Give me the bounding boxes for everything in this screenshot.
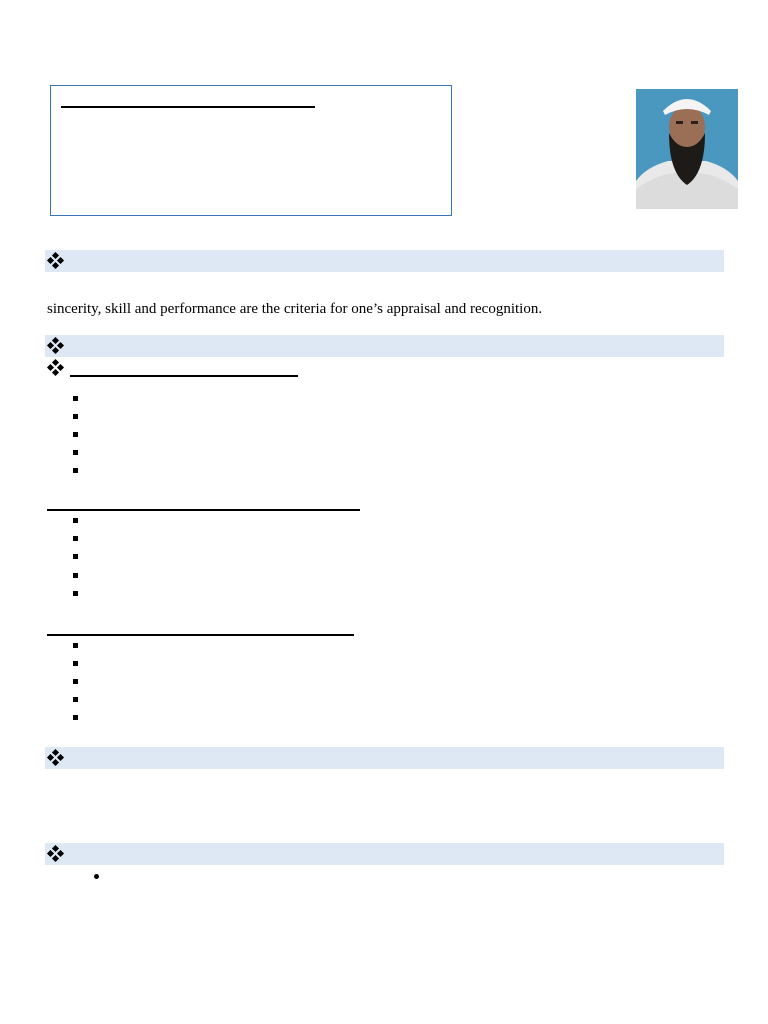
square-bullet-icon <box>73 591 78 596</box>
square-bullet-icon <box>73 468 78 473</box>
profile-photo <box>636 89 738 209</box>
square-bullet-icon <box>73 536 78 541</box>
four-diamond-bullet-icon <box>47 252 63 268</box>
subheading-underline <box>47 509 360 511</box>
four-diamond-bullet-icon <box>47 337 63 353</box>
section-header-band <box>45 335 724 357</box>
square-bullet-icon <box>73 643 78 648</box>
square-bullet-icon <box>73 518 78 523</box>
square-bullet-icon <box>73 414 78 419</box>
section-header-band <box>45 747 724 769</box>
four-diamond-bullet-icon <box>47 845 63 861</box>
square-bullet-icon <box>73 697 78 702</box>
square-bullet-icon <box>73 450 78 455</box>
round-bullet-icon <box>94 874 99 879</box>
square-bullet-icon <box>73 396 78 401</box>
four-diamond-bullet-icon <box>47 359 63 375</box>
subheading-underline <box>70 375 298 377</box>
four-diamond-bullet-icon <box>47 749 63 765</box>
square-bullet-icon <box>73 432 78 437</box>
square-bullet-icon <box>73 554 78 559</box>
contact-info-box <box>50 85 452 216</box>
square-bullet-icon <box>73 715 78 720</box>
square-bullet-icon <box>73 573 78 578</box>
section-header-band <box>45 843 724 865</box>
square-bullet-icon <box>73 679 78 684</box>
square-bullet-icon <box>73 661 78 666</box>
objective-text: sincerity, skill and performance are the criteria for one’s appraisal and recognition. <box>47 301 543 317</box>
subheading-underline <box>47 634 354 636</box>
name-underline <box>61 106 315 108</box>
section-header-band <box>45 250 724 272</box>
